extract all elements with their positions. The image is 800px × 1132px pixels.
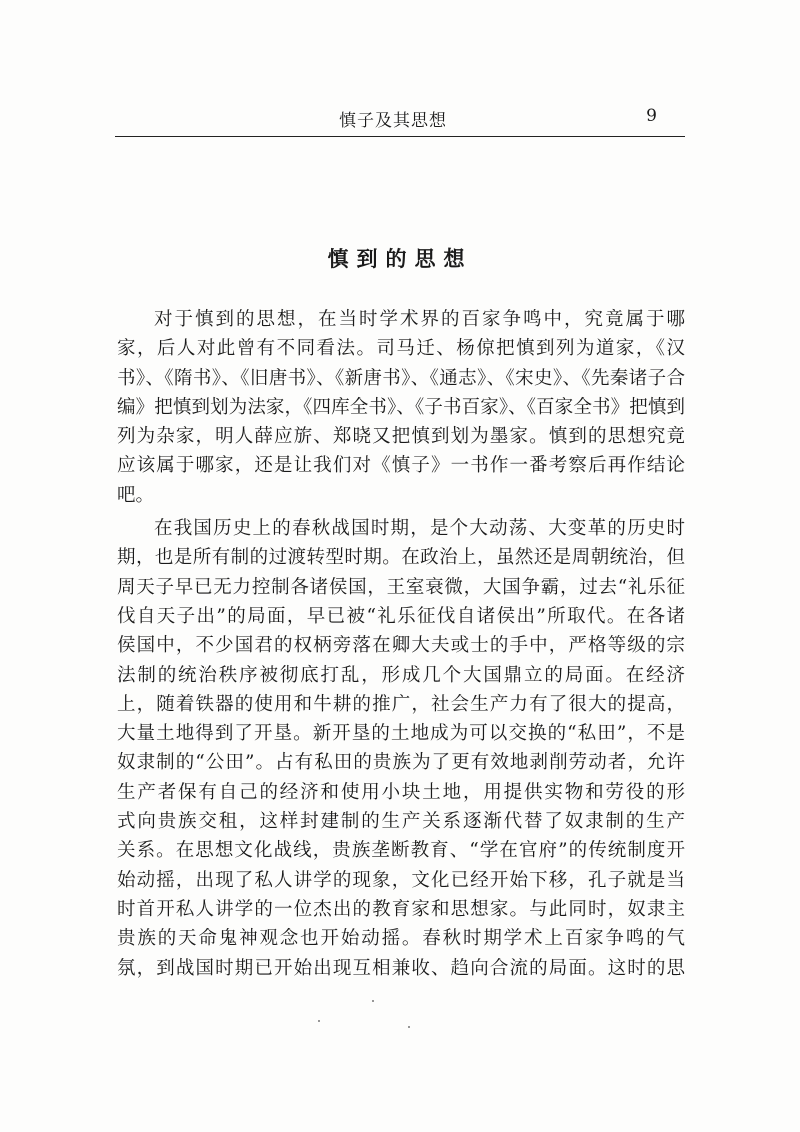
page-number: 9 — [646, 106, 657, 126]
text-line: 应该属于哪家，还是让我们对《慎子》一书作一番考察后再作结论 — [117, 455, 685, 477]
text-line: 始动摇，出现了私人讲学的现象，文化已经开始下移，孔子就是当 — [117, 869, 685, 891]
text-line: 期，也是所有制的过渡转型时期。在政治上，虽然还是周朝统治，但 — [117, 547, 685, 569]
text-line: 编》把慎到划为法家，《四库全书》、《子书百家》、《百家全书》把慎到 — [117, 396, 685, 418]
scan-speck — [318, 1020, 320, 1022]
running-title: 慎子及其思想 — [339, 111, 447, 131]
body-text — [117, 305, 685, 983]
text-line: 贵族的天命鬼神观念也开始动摇。春秋时期学术上百家争鸣的气 — [117, 928, 685, 950]
text-line: 书》、《隋书》、《旧唐书》、《新唐书》、《通志》、《宋史》、《先秦诸子合 — [117, 367, 685, 389]
text-line: 时首开私人讲学的一位杰出的教育家和思想家。与此同时，奴隶主 — [117, 898, 685, 920]
text-line: 奴隶制的“公田”。占有私田的贵族为了更有效地剥削劳动者，允许 — [117, 752, 685, 774]
text-line: 大量土地得到了开垦。新开垦的土地成为可以交换的“私田”，不是 — [117, 723, 685, 745]
scan-speck — [408, 1026, 410, 1028]
scan-speck — [372, 1000, 374, 1002]
text-line: 对于慎到的思想，在当时学术界的百家争鸣中，究竟属于哪 — [154, 309, 685, 330]
text-line: 列为杂家，明人薛应旂、郑晓又把慎到划为墨家。慎到的思想究竟 — [117, 426, 685, 448]
text-line: 伐自天子出”的局面，早已被“礼乐征伐自诸侯出”所取代。在各诸 — [117, 605, 685, 627]
text-line: 侯国中，不少国君的权柄旁落在卿大夫或士的手中，严格等级的宗 — [117, 635, 685, 657]
text-line: 家，后人对此曾有不同看法。司马迁、杨倞把慎到列为道家，《汉 — [117, 338, 685, 360]
text-line: 法制的统治秩序被彻底打乱，形成几个大国鼎立的局面。在经济 — [117, 664, 685, 686]
text-line: 在我国历史上的春秋战国时期，是个大动荡、大变革的历史时 — [154, 518, 685, 540]
text-line: 周天子早已无力控制各诸侯国，王室衰微，大国争霸，过去“礼乐征 — [117, 576, 685, 598]
chapter-title: 慎到的思想 — [327, 247, 473, 271]
text-line: 上，随着铁器的使用和牛耕的推广，社会生产力有了很大的提高， — [117, 693, 685, 715]
text-line: 氛，到战国时期已开始出现互相兼收、趋向合流的局面。这时的思 — [117, 957, 685, 979]
header-rule — [115, 136, 685, 137]
text-line: 式向贵族交租，这样封建制的生产关系逐渐代替了奴隶制的生产 — [117, 811, 685, 833]
text-line: 关系。在思想文化战线，贵族垄断教育、“学在官府”的传统制度开 — [117, 840, 685, 862]
text-line: 吧。 — [117, 484, 155, 506]
text-line: 生产者保有自己的经济和使用小块土地，用提供实物和劳役的形 — [117, 781, 685, 803]
running-header — [115, 104, 685, 134]
